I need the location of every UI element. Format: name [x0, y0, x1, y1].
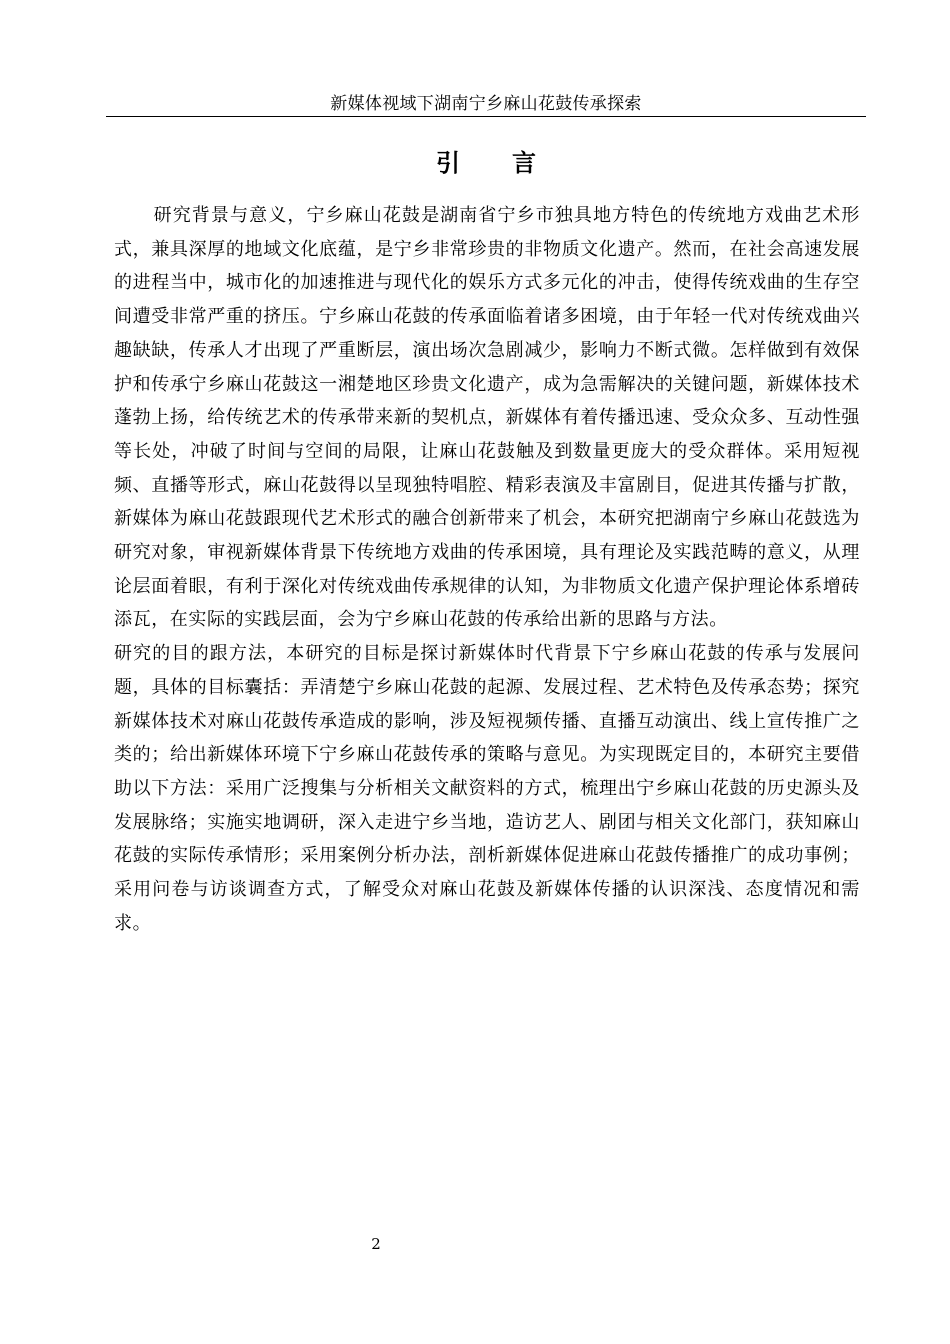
section-title	[106, 146, 866, 180]
running-header: 新媒体视域下湖南宁乡麻山花鼓传承探索	[330, 94, 642, 114]
paragraph-purpose-methods: 研究的目的跟方法，本研究的目标是探讨新媒体时代背景下宁乡麻山花鼓的传承与发展问题，具体的目标囊括：弄清楚宁乡麻山花鼓的起源、发展过程、艺术特色及传承态势；探究新媒体技术对麻山花鼓传承造成的影响，涉及短视频传播、直播互动演出、线上宣传推广之类的；给出新媒体环境下宁乡麻山花鼓传承的策略与意见。为实现既定目的，本研究主要借助以下方法：采用广泛搜集与分析相关文献资料的方式，梳理出宁乡麻山花鼓的历史源头及发展脉络；实施实地调研，深入走进宁乡当地，造访艺人、剧团与相关文化部门，获知麻山花鼓的实际传承情形；采用案例分析办法，剖析新媒体促进麻山花鼓传播推广的成功事例；采用问卷与访谈调查方式，了解受众对麻山花鼓及新媒体传播的认识深浅、态度情况和需求。	[114, 643, 860, 934]
section-title-char-2: 言	[512, 149, 536, 177]
header-rule	[106, 116, 866, 117]
section-title-char-1: 引	[436, 149, 460, 177]
paragraph-background-significance: 研究背景与意义，宁乡麻山花鼓是湖南省宁乡市独具地方特色的传统地方戏曲艺术形式，兼具深厚的地域文化底蕴，是宁乡非常珍贵的非物质文化遗产。然而，在社会高速发展的进程当中，城市化的加速推进与现代化的娱乐方式多元化的冲击，使得传统戏曲的生存空间遭受非常严重的挤压。宁乡麻山花鼓的传承面临着诸多困境，由于年轻一代对传统戏曲兴趣缺缺，传承人才出现了严重断层，演出场次急剧减少，影响力不断式微。怎样做到有效保护和传承宁乡麻山花鼓这一湘楚地区珍贵文化遗产，成为急需解决的关键问题，新媒体技术蓬勃上扬，给传统艺术的传承带来新的契机点，新媒体有着传播迅速、受众众多、互动性强等长处，冲破了时间与空间的局限，让麻山花鼓触及到数量更庞大的受众群体。采用短视频、直播等形式，麻山花鼓得以呈现独特唱腔、精彩表演及丰富剧目，促进其传播与扩散，新媒体为麻山花鼓跟现代艺术形式的融合创新带来了机会，本研究把湖南宁乡麻山花鼓选为研究对象，审视新媒体背景下传统地方戏曲的传承困境，具有理论及实践范畴的意义，从理论层面着眼，有利于深化对传统戏曲传承规律的认知，为非物质文化遗产保护理论体系增砖添瓦，在实际的实践层面，会为宁乡麻山花鼓的传承给出新的思路与方法。	[114, 205, 860, 631]
page-number: 2	[371, 1235, 381, 1253]
body-text	[114, 199, 860, 940]
